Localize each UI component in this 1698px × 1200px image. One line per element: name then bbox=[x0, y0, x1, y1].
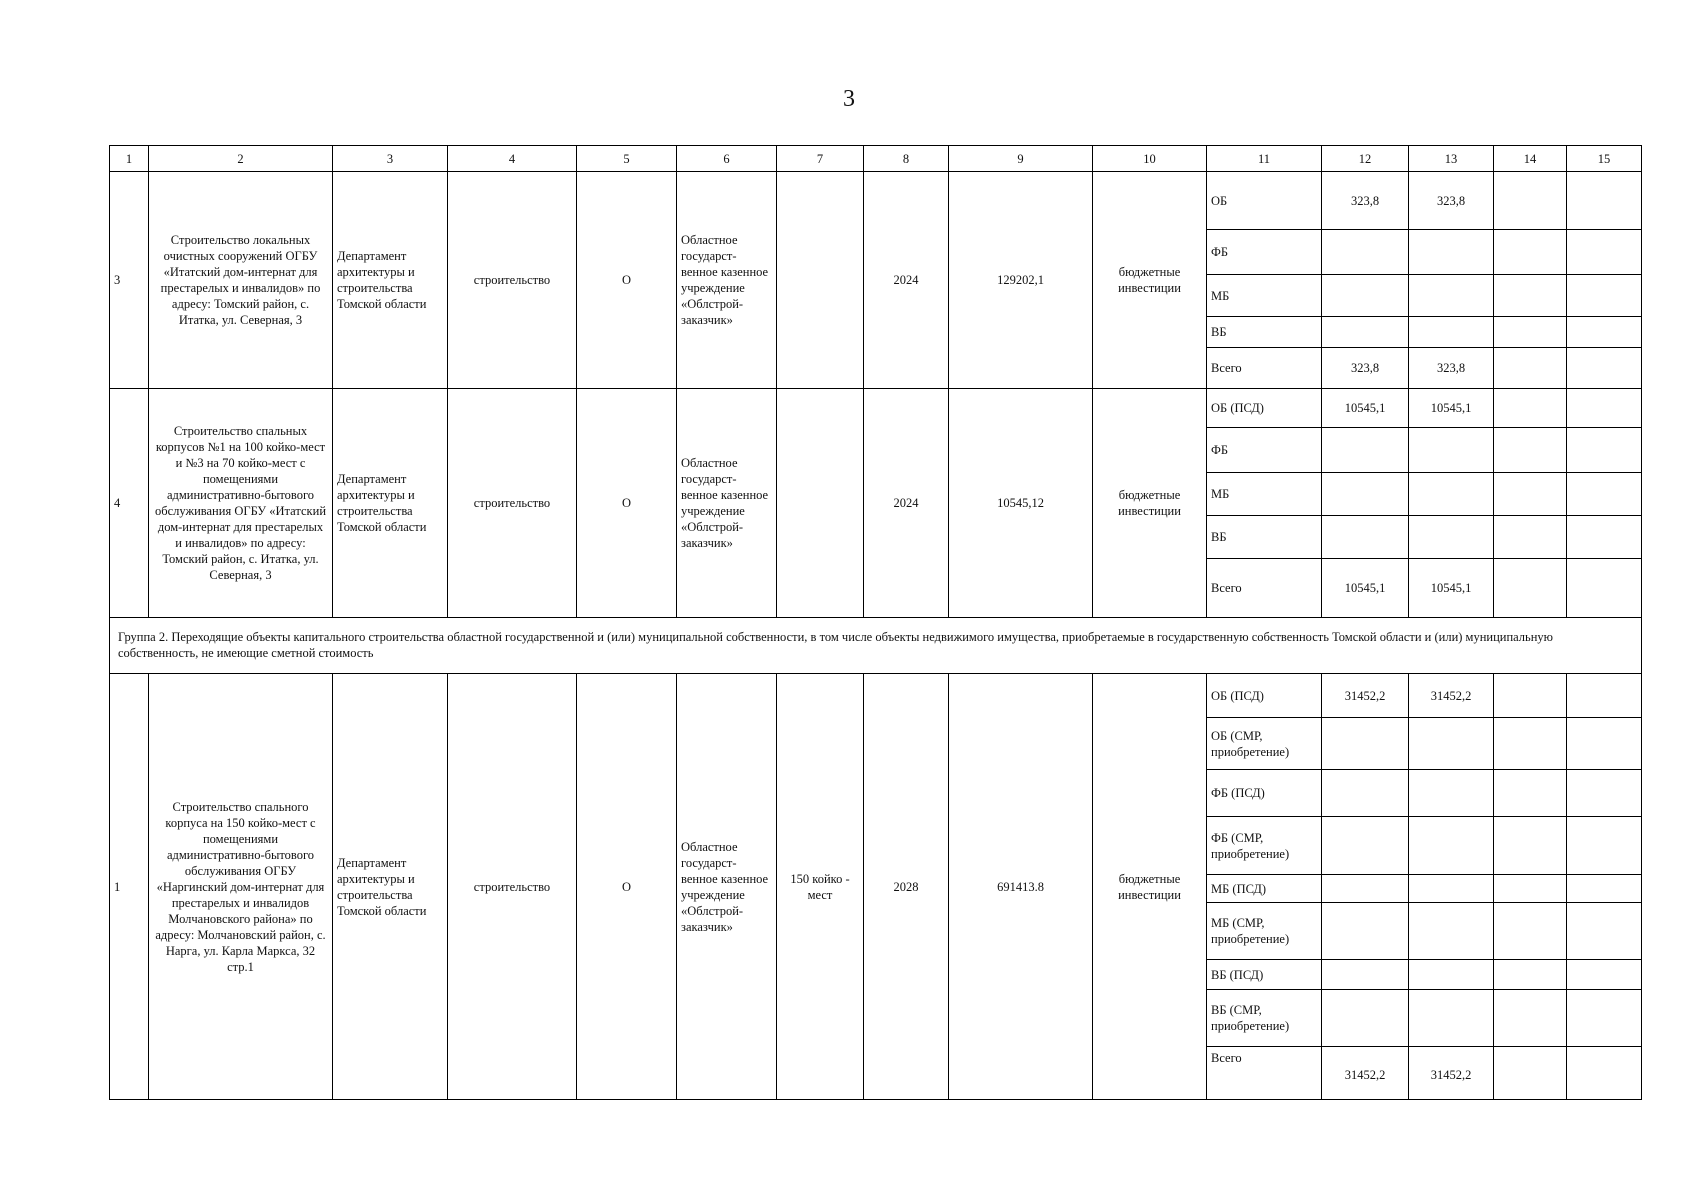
amount-col-15 bbox=[1567, 990, 1642, 1047]
amount-col-14 bbox=[1494, 990, 1567, 1047]
investment-form: бюджетные инвестиции bbox=[1093, 389, 1207, 618]
funding-source: ФБ bbox=[1207, 230, 1322, 275]
amount-col-12 bbox=[1322, 718, 1409, 770]
column-5-value: О bbox=[577, 172, 677, 389]
group-heading-row bbox=[110, 618, 1642, 674]
amount-col-14 bbox=[1494, 230, 1567, 275]
table-row bbox=[110, 674, 1642, 718]
object-name: Строительство спальных корпусов №1 на 100 койко-мест и №3 на 70 койко-мест с помещениями административно-бытового обслуживания ОГБУ «Итатский дом-интернат для престарелых и инвалидов» по адресу: Томский район, с. Итатка, ул. Северная, 3 bbox=[149, 389, 333, 618]
investment-objects-table bbox=[109, 145, 1642, 1100]
funding-source: МБ (СМР, приобретение) bbox=[1207, 903, 1322, 960]
amount-col-15 bbox=[1567, 770, 1642, 817]
column-number: 5 bbox=[577, 146, 677, 172]
funding-source: ОБ bbox=[1207, 172, 1322, 230]
capacity bbox=[777, 172, 864, 389]
object-name: Строительство спального корпуса на 150 койко-мест с помещениями административно-бытового обслуживания ОГБУ «Наргинский дом-интернат для престарелых и инвалидов Молчановского района» по адресу: Молчановский район, с. Нарга, ул. Карла Маркса, 32 стр.1 bbox=[149, 674, 333, 1100]
amount-col-14 bbox=[1494, 770, 1567, 817]
estimated-cost: 691413.8 bbox=[949, 674, 1093, 1100]
amount-col-12: 31452,2 bbox=[1322, 1047, 1409, 1100]
amount-col-14 bbox=[1494, 559, 1567, 618]
amount-col-13 bbox=[1409, 230, 1494, 275]
amount-col-13 bbox=[1409, 817, 1494, 875]
amount-col-12 bbox=[1322, 875, 1409, 903]
amount-col-14 bbox=[1494, 718, 1567, 770]
amount-col-12: 323,8 bbox=[1322, 348, 1409, 389]
table-row bbox=[110, 389, 1642, 428]
responsible-department: Департамент архитектуры и строительства Томской области bbox=[333, 389, 448, 618]
amount-col-15 bbox=[1567, 718, 1642, 770]
responsible-department: Департамент архитектуры и строительства Томской области bbox=[333, 674, 448, 1100]
amount-col-15 bbox=[1567, 230, 1642, 275]
column-number: 14 bbox=[1494, 146, 1567, 172]
amount-col-13: 31452,2 bbox=[1409, 674, 1494, 718]
customer: Областное государст-венное казенное учреждение «Облстрой-заказчик» bbox=[677, 389, 777, 618]
page-number: 3 bbox=[843, 86, 855, 112]
amount-col-15 bbox=[1567, 674, 1642, 718]
funding-source: Всего bbox=[1207, 348, 1322, 389]
object-name: Строительство локальных очистных сооружений ОГБУ «Итатский дом-интернат для престарелых и инвалидов» по адресу: Томский район, с. Итатка, ул. Северная, 3 bbox=[149, 172, 333, 389]
object-number: 4 bbox=[110, 389, 149, 618]
amount-col-15 bbox=[1567, 516, 1642, 559]
completion-year: 2024 bbox=[864, 172, 949, 389]
amount-col-14 bbox=[1494, 674, 1567, 718]
amount-col-13: 10545,1 bbox=[1409, 559, 1494, 618]
funding-source: Всего bbox=[1207, 559, 1322, 618]
amount-col-13 bbox=[1409, 903, 1494, 960]
work-type: строительство bbox=[448, 674, 577, 1100]
column-5-value: О bbox=[577, 674, 677, 1100]
funding-source: ФБ (СМР, приобретение) bbox=[1207, 817, 1322, 875]
column-number: 11 bbox=[1207, 146, 1322, 172]
investment-form: бюджетные инвестиции bbox=[1093, 172, 1207, 389]
amount-col-13 bbox=[1409, 718, 1494, 770]
amount-col-14 bbox=[1494, 875, 1567, 903]
amount-col-13 bbox=[1409, 317, 1494, 348]
amount-col-15 bbox=[1567, 389, 1642, 428]
group-heading: Группа 2. Переходящие объекты капитального строительства областной государственной и (или) муниципальной собственности, в том числе объекты недвижимого имущества, приобретаемые в государственную собственность Томской области и (или) муниципальную собственность, не имеющие сметной стоимость bbox=[110, 618, 1642, 674]
amount-col-14 bbox=[1494, 317, 1567, 348]
amount-col-15 bbox=[1567, 428, 1642, 473]
amount-col-12 bbox=[1322, 960, 1409, 990]
column-number: 4 bbox=[448, 146, 577, 172]
amount-col-12 bbox=[1322, 990, 1409, 1047]
amount-col-15 bbox=[1567, 317, 1642, 348]
amount-col-13 bbox=[1409, 428, 1494, 473]
amount-col-14 bbox=[1494, 348, 1567, 389]
amount-col-15 bbox=[1567, 559, 1642, 618]
funding-source: ОБ (ПСД) bbox=[1207, 674, 1322, 718]
amount-col-14 bbox=[1494, 389, 1567, 428]
funding-source: ОБ (СМР, приобретение) bbox=[1207, 718, 1322, 770]
object-number: 1 bbox=[110, 674, 149, 1100]
amount-col-14 bbox=[1494, 1047, 1567, 1100]
amount-col-12 bbox=[1322, 428, 1409, 473]
column-number: 12 bbox=[1322, 146, 1409, 172]
amount-col-15 bbox=[1567, 903, 1642, 960]
amount-col-12: 10545,1 bbox=[1322, 559, 1409, 618]
amount-col-15 bbox=[1567, 275, 1642, 317]
amount-col-14 bbox=[1494, 275, 1567, 317]
amount-col-13 bbox=[1409, 960, 1494, 990]
amount-col-12 bbox=[1322, 516, 1409, 559]
amount-col-13 bbox=[1409, 770, 1494, 817]
amount-col-15 bbox=[1567, 473, 1642, 516]
amount-col-13 bbox=[1409, 990, 1494, 1047]
amount-col-12 bbox=[1322, 473, 1409, 516]
amount-col-13: 31452,2 bbox=[1409, 1047, 1494, 1100]
column-5-value: О bbox=[577, 389, 677, 618]
column-number: 9 bbox=[949, 146, 1093, 172]
amount-col-12 bbox=[1322, 817, 1409, 875]
amount-col-13 bbox=[1409, 473, 1494, 516]
customer: Областное государст-венное казенное учреждение «Облстрой-заказчик» bbox=[677, 172, 777, 389]
amount-col-14 bbox=[1494, 516, 1567, 559]
amount-col-13: 323,8 bbox=[1409, 172, 1494, 230]
amount-col-12 bbox=[1322, 317, 1409, 348]
funding-source: ОБ (ПСД) bbox=[1207, 389, 1322, 428]
capacity: 150 койко - мест bbox=[777, 674, 864, 1100]
funding-source: ВБ bbox=[1207, 516, 1322, 559]
amount-col-12 bbox=[1322, 230, 1409, 275]
amount-col-15 bbox=[1567, 817, 1642, 875]
column-number: 1 bbox=[110, 146, 149, 172]
work-type: строительство bbox=[448, 389, 577, 618]
column-number: 8 bbox=[864, 146, 949, 172]
amount-col-14 bbox=[1494, 817, 1567, 875]
funding-source: МБ bbox=[1207, 473, 1322, 516]
table-row bbox=[110, 172, 1642, 230]
amount-col-15 bbox=[1567, 348, 1642, 389]
amount-col-13 bbox=[1409, 275, 1494, 317]
amount-col-14 bbox=[1494, 172, 1567, 230]
completion-year: 2028 bbox=[864, 674, 949, 1100]
completion-year: 2024 bbox=[864, 389, 949, 618]
responsible-department: Департамент архитектуры и строительства Томской области bbox=[333, 172, 448, 389]
amount-col-12: 323,8 bbox=[1322, 172, 1409, 230]
column-number: 13 bbox=[1409, 146, 1494, 172]
column-number: 10 bbox=[1093, 146, 1207, 172]
column-number: 7 bbox=[777, 146, 864, 172]
funding-source: МБ (ПСД) bbox=[1207, 875, 1322, 903]
column-number: 2 bbox=[149, 146, 333, 172]
amount-col-14 bbox=[1494, 960, 1567, 990]
amount-col-12 bbox=[1322, 903, 1409, 960]
column-number: 6 bbox=[677, 146, 777, 172]
amount-col-13 bbox=[1409, 516, 1494, 559]
estimated-cost: 10545,12 bbox=[949, 389, 1093, 618]
funding-source: ВБ (СМР, приобретение) bbox=[1207, 990, 1322, 1047]
column-numbers-row bbox=[110, 146, 1642, 172]
amount-col-15 bbox=[1567, 875, 1642, 903]
funding-source: ВБ (ПСД) bbox=[1207, 960, 1322, 990]
amount-col-14 bbox=[1494, 903, 1567, 960]
amount-col-14 bbox=[1494, 428, 1567, 473]
customer: Областное государст-венное казенное учреждение «Облстрой-заказчик» bbox=[677, 674, 777, 1100]
funding-source: МБ bbox=[1207, 275, 1322, 317]
funding-source: Всего bbox=[1207, 1047, 1322, 1100]
funding-source: ФБ (ПСД) bbox=[1207, 770, 1322, 817]
work-type: строительство bbox=[448, 172, 577, 389]
amount-col-15 bbox=[1567, 960, 1642, 990]
column-number: 3 bbox=[333, 146, 448, 172]
amount-col-15 bbox=[1567, 172, 1642, 230]
amount-col-12 bbox=[1322, 770, 1409, 817]
estimated-cost: 129202,1 bbox=[949, 172, 1093, 389]
amount-col-15 bbox=[1567, 1047, 1642, 1100]
amount-col-13 bbox=[1409, 875, 1494, 903]
funding-source: ФБ bbox=[1207, 428, 1322, 473]
amount-col-14 bbox=[1494, 473, 1567, 516]
amount-col-13: 323,8 bbox=[1409, 348, 1494, 389]
amount-col-12: 31452,2 bbox=[1322, 674, 1409, 718]
object-number: 3 bbox=[110, 172, 149, 389]
column-number: 15 bbox=[1567, 146, 1642, 172]
amount-col-12: 10545,1 bbox=[1322, 389, 1409, 428]
amount-col-12 bbox=[1322, 275, 1409, 317]
investment-form: бюджетные инвестиции bbox=[1093, 674, 1207, 1100]
funding-source: ВБ bbox=[1207, 317, 1322, 348]
capacity bbox=[777, 389, 864, 618]
amount-col-13: 10545,1 bbox=[1409, 389, 1494, 428]
